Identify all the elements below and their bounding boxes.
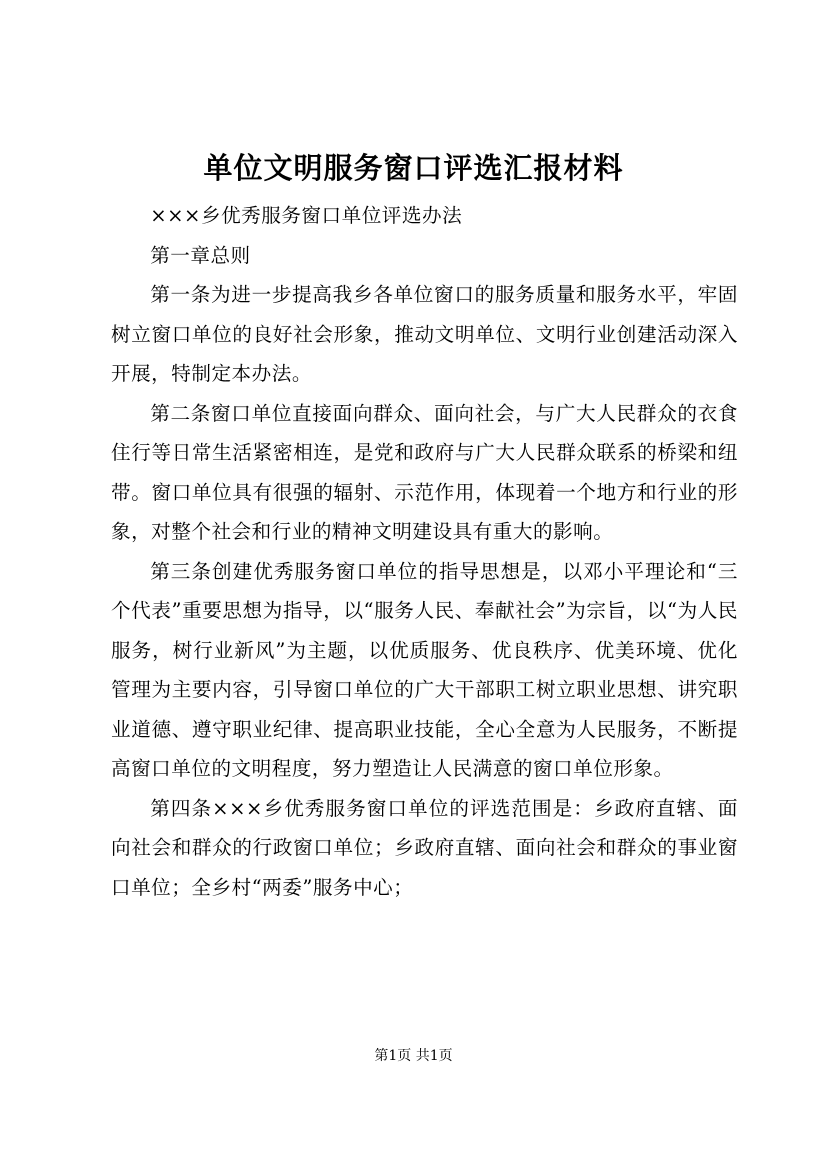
page-number-footer: 第1页 共1页 — [374, 1048, 453, 1064]
paragraph-article-1: 第一条为进一步提高我乡各单位窗口的服务质量和服务水平，牢固树立窗口单位的良好社会形象，推动文明单位、文明行业创建活动深入开展，特制定本办法。 — [111, 283, 738, 385]
paragraph-article-3: 第三条创建优秀服务窗口单位的指导思想是，以邓小平理论和“三个代表”重要思想为指导，以“服务人民、奉献社会”为宗旨，以“为人民服务，树行业新风”为主题，以优质服务、优良秩序、优美环境、优化管理为主要内容，引导窗口单位的广大干部职工树立职业思想、讲究职业道德、遵守职业纪律、提高职业技能，全心全意为人民服务，不断提高窗口单位的文明程度，努力塑造让人民满意的窗口单位形象。 — [111, 559, 738, 780]
paragraph-subtitle: ×××乡优秀服务窗口单位评选办法 — [150, 204, 463, 227]
paragraph-chapter-heading: 第一章总则 — [150, 243, 251, 267]
paragraph-article-2: 第二条窗口单位直接面向群众、面向社会，与广大人民群众的衣食住行等日常生活紧密相连，是党和政府与广大人民群众联系的桥梁和纽带。窗口单位具有很强的辐射、示范作用，体现着一个地方和行业的形象，对整个社会和行业的精神文明建设具有重大的影响。 — [111, 401, 738, 543]
paragraph-article-4: 第四条×××乡优秀服务窗口单位的评选范围是：乡政府直辖、面向社会和群众的行政窗口单位；乡政府直辖、面向社会和群众的事业窗口单位；全乡村“两委”服务中心； — [111, 796, 738, 899]
document-body — [111, 196, 738, 907]
document-title: 单位文明服务窗口评选汇报材料 — [203, 151, 624, 185]
